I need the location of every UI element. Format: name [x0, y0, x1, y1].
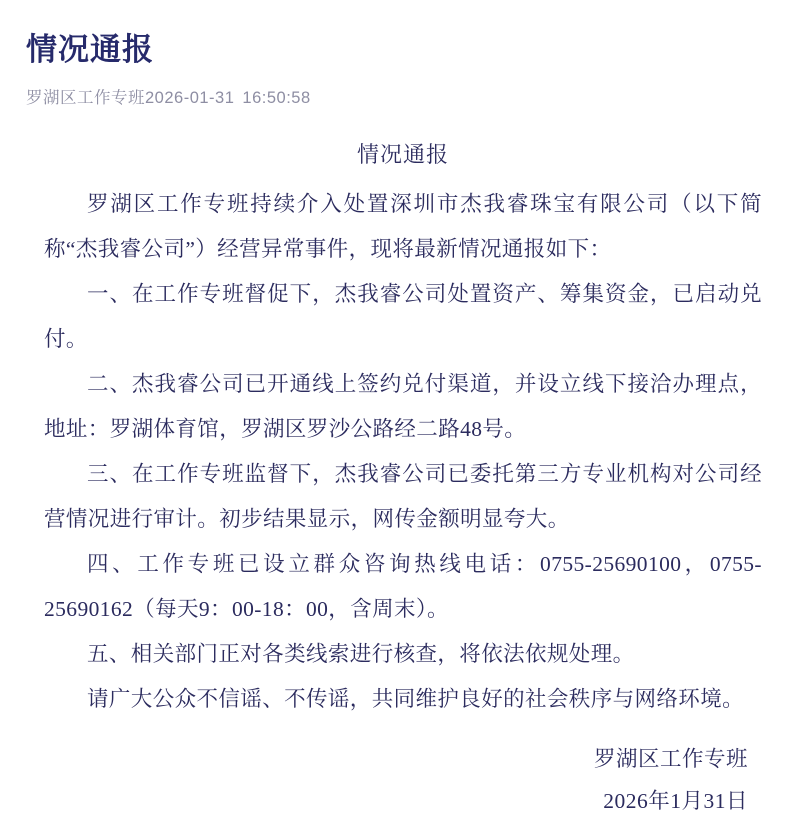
article-meta [26, 84, 774, 108]
paragraph-item-3: 三、在工作专班监督下，杰我睿公司已委托第三方专业机构对公司经营情况进行审计。初步结果显示，网传金额明显夸大。 [44, 462, 762, 531]
meta-date: 2026-01-31 [145, 89, 235, 107]
paragraph-item-2: 二、杰我睿公司已开通线上签约兑付渠道，并设立线下接洽办理点，地址：罗湖体育馆，罗湖区罗沙公路经二路48号。 [44, 372, 762, 441]
paragraph-closing: 请广大公众不信谣、不传谣，共同维护良好的社会秩序与网络环境。 [87, 687, 745, 711]
paragraph-item-5: 五、相关部门正对各类线索进行核查，将依法依规处理。 [87, 642, 635, 666]
signature-date: 2026年1月31日 [603, 789, 748, 813]
paragraph-intro: 罗湖区工作专班持续介入处置深圳市杰我睿珠宝有限公司（以下简称“杰我睿公司”）经营异常事件，现将最新情况通报如下： [44, 192, 762, 261]
article-body [26, 138, 774, 822]
meta-time: 16:50:58 [242, 89, 311, 107]
paragraph-item-4: 四、工作专班已设立群众咨询热线电话：0755-25690100，0755-25690162（每天9：00-18：00，含周末）。 [44, 552, 762, 621]
paragraph-item-1: 一、在工作专班督促下，杰我睿公司处置资产、筹集资金，已启动兑付。 [44, 282, 762, 351]
signature-block [44, 738, 762, 822]
meta-source: 罗湖区工作专班 [26, 89, 145, 107]
body-heading: 情况通报 [356, 142, 449, 167]
page-title: 情况通报 [26, 32, 154, 67]
signature-name: 罗湖区工作专班 [593, 747, 748, 771]
